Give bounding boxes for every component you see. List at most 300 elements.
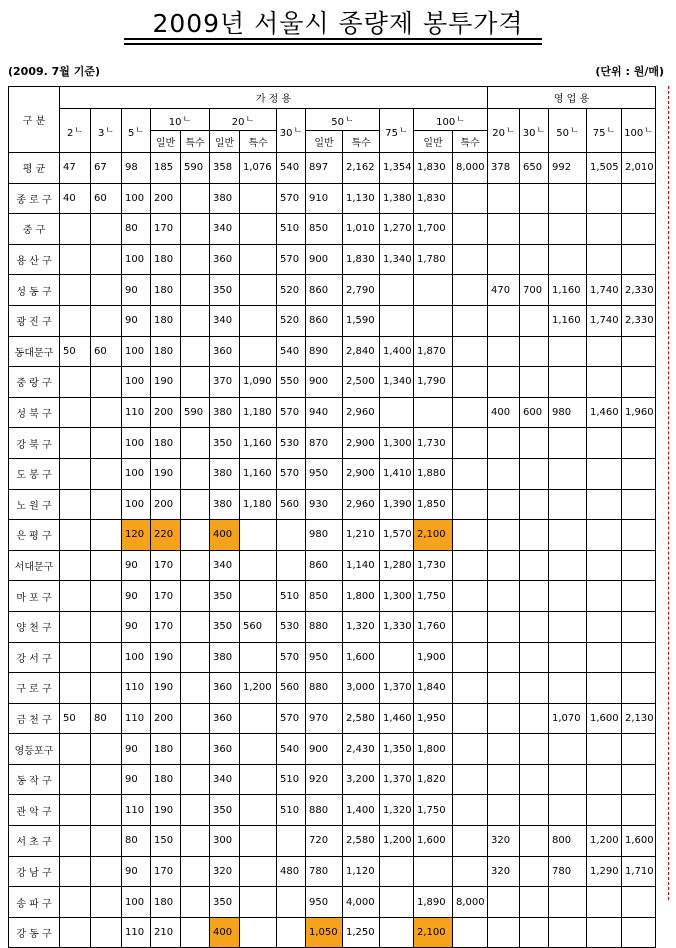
price-cell: 320 bbox=[210, 856, 240, 887]
row-district-name: 중 랑 구 bbox=[9, 367, 60, 398]
header-size-10l: 10ㄴ bbox=[151, 109, 210, 131]
price-cell: 90 bbox=[122, 581, 151, 612]
price-cell bbox=[622, 336, 656, 367]
price-cell bbox=[488, 183, 520, 214]
price-cell: 1,210 bbox=[343, 520, 380, 551]
price-cell bbox=[453, 550, 488, 581]
price-cell bbox=[587, 520, 622, 551]
price-cell bbox=[549, 887, 587, 918]
price-cell bbox=[91, 856, 122, 887]
row-district-name: 영등포구 bbox=[9, 734, 60, 765]
price-cell bbox=[520, 917, 549, 948]
price-cell: 110 bbox=[122, 397, 151, 428]
price-cell: 1,740 bbox=[587, 305, 622, 336]
price-cell bbox=[622, 520, 656, 551]
price-cell: 1,280 bbox=[380, 550, 414, 581]
price-cell bbox=[60, 489, 91, 520]
price-cell: 1,460 bbox=[380, 703, 414, 734]
price-cell bbox=[60, 581, 91, 612]
price-cell: 8,000 bbox=[453, 153, 488, 184]
price-cell: 1,820 bbox=[414, 764, 453, 795]
price-cell bbox=[622, 428, 656, 459]
price-cell: 900 bbox=[306, 367, 343, 398]
price-cell bbox=[181, 887, 210, 918]
price-cell: 590 bbox=[181, 397, 210, 428]
row-district-name: 노 원 구 bbox=[9, 489, 60, 520]
price-cell: 1,120 bbox=[343, 856, 380, 887]
price-cell: 1,750 bbox=[414, 795, 453, 826]
price-cell: 60 bbox=[91, 183, 122, 214]
price-cell bbox=[240, 520, 277, 551]
price-cell bbox=[549, 244, 587, 275]
price-cell bbox=[60, 305, 91, 336]
price-cell: 378 bbox=[488, 153, 520, 184]
price-cell: 2,010 bbox=[622, 153, 656, 184]
price-cell: 110 bbox=[122, 917, 151, 948]
price-cell bbox=[91, 734, 122, 765]
price-cell: 1,130 bbox=[343, 183, 380, 214]
price-cell: 1,330 bbox=[380, 611, 414, 642]
price-cell: 880 bbox=[306, 611, 343, 642]
price-cell: 100 bbox=[122, 367, 151, 398]
price-cell bbox=[520, 336, 549, 367]
price-cell: 870 bbox=[306, 428, 343, 459]
price-cell: 560 bbox=[277, 489, 306, 520]
price-cell: 1,250 bbox=[343, 917, 380, 948]
price-cell: 180 bbox=[151, 244, 181, 275]
price-cell bbox=[520, 673, 549, 704]
price-cell: 1,160 bbox=[240, 458, 277, 489]
price-cell: 860 bbox=[306, 305, 343, 336]
price-cell bbox=[488, 458, 520, 489]
price-cell: 200 bbox=[151, 489, 181, 520]
price-cell: 1,600 bbox=[622, 826, 656, 857]
header-division: 구 분 bbox=[9, 87, 60, 153]
price-cell: 380 bbox=[210, 183, 240, 214]
price-cell bbox=[622, 642, 656, 673]
price-cell: 570 bbox=[277, 183, 306, 214]
price-cell bbox=[520, 550, 549, 581]
price-cell: 100 bbox=[122, 489, 151, 520]
row-district-name: 금 천 구 bbox=[9, 703, 60, 734]
price-cell bbox=[488, 611, 520, 642]
price-cell: 1,200 bbox=[380, 826, 414, 857]
price-cell bbox=[240, 581, 277, 612]
price-cell: 50 bbox=[60, 336, 91, 367]
price-cell: 340 bbox=[210, 305, 240, 336]
price-cell bbox=[181, 428, 210, 459]
price-cell: 1,600 bbox=[343, 642, 380, 673]
price-cell: 1,890 bbox=[414, 887, 453, 918]
price-cell bbox=[520, 244, 549, 275]
table-row bbox=[9, 336, 656, 367]
table-row bbox=[9, 764, 656, 795]
row-district-name: 강 북 구 bbox=[9, 428, 60, 459]
header-biz-size-30l: 30ㄴ bbox=[520, 109, 549, 153]
price-cell bbox=[453, 397, 488, 428]
row-district-name: 성 북 구 bbox=[9, 397, 60, 428]
price-cell bbox=[380, 856, 414, 887]
price-cell bbox=[622, 764, 656, 795]
price-cell: 530 bbox=[277, 428, 306, 459]
price-cell: 570 bbox=[277, 458, 306, 489]
price-cell: 200 bbox=[151, 397, 181, 428]
price-cell bbox=[240, 887, 277, 918]
price-cell: 370 bbox=[210, 367, 240, 398]
page-edge-dashed-line bbox=[668, 86, 669, 900]
price-cell bbox=[549, 795, 587, 826]
price-cell bbox=[91, 520, 122, 551]
price-cell bbox=[587, 734, 622, 765]
price-cell bbox=[91, 611, 122, 642]
table-row bbox=[9, 214, 656, 245]
price-cell bbox=[181, 550, 210, 581]
header-50l-general: 일반 bbox=[306, 131, 343, 153]
price-cell: 1,460 bbox=[587, 397, 622, 428]
price-cell bbox=[520, 826, 549, 857]
price-cell: 1,800 bbox=[343, 581, 380, 612]
price-cell bbox=[520, 520, 549, 551]
price-cell: 540 bbox=[277, 153, 306, 184]
price-cell: 80 bbox=[122, 214, 151, 245]
price-cell bbox=[453, 673, 488, 704]
header-biz-size-100l: 100ㄴ bbox=[622, 109, 656, 153]
price-cell bbox=[549, 611, 587, 642]
price-cell: 60 bbox=[91, 336, 122, 367]
price-cell: 170 bbox=[151, 856, 181, 887]
price-cell: 1,300 bbox=[380, 428, 414, 459]
price-cell bbox=[587, 887, 622, 918]
row-district-name: 동 작 구 bbox=[9, 764, 60, 795]
price-cell bbox=[549, 550, 587, 581]
price-cell: 190 bbox=[151, 458, 181, 489]
price-cell bbox=[240, 703, 277, 734]
price-cell bbox=[587, 611, 622, 642]
price-cell bbox=[520, 428, 549, 459]
price-cell: 1,050 bbox=[306, 917, 343, 948]
header-biz-size-75l: 75ㄴ bbox=[587, 109, 622, 153]
price-cell: 1,710 bbox=[622, 856, 656, 887]
price-cell: 1,270 bbox=[380, 214, 414, 245]
price-cell: 950 bbox=[306, 887, 343, 918]
price-cell: 530 bbox=[277, 611, 306, 642]
price-cell: 185 bbox=[151, 153, 181, 184]
price-cell bbox=[587, 428, 622, 459]
price-cell bbox=[91, 764, 122, 795]
price-cell: 350 bbox=[210, 428, 240, 459]
price-cell bbox=[91, 581, 122, 612]
price-cell bbox=[549, 520, 587, 551]
unit-note: (단위 : 원/매) bbox=[595, 65, 664, 78]
price-cell bbox=[60, 367, 91, 398]
price-cell: 90 bbox=[122, 734, 151, 765]
price-cell: 2,330 bbox=[622, 275, 656, 306]
price-cell: 920 bbox=[306, 764, 343, 795]
price-cell: 510 bbox=[277, 214, 306, 245]
price-cell: 90 bbox=[122, 856, 151, 887]
price-cell bbox=[181, 244, 210, 275]
price-cell bbox=[520, 611, 549, 642]
price-cell: 1,700 bbox=[414, 214, 453, 245]
row-district-name: 용 산 구 bbox=[9, 244, 60, 275]
price-cell: 90 bbox=[122, 275, 151, 306]
price-cell: 1,600 bbox=[414, 826, 453, 857]
price-cell bbox=[453, 581, 488, 612]
price-cell: 1,200 bbox=[587, 826, 622, 857]
price-cell: 1,780 bbox=[414, 244, 453, 275]
price-cell: 1,740 bbox=[587, 275, 622, 306]
price-cell bbox=[488, 550, 520, 581]
price-cell bbox=[549, 458, 587, 489]
price-cell: 360 bbox=[210, 336, 240, 367]
price-cell: 1,505 bbox=[587, 153, 622, 184]
price-cell bbox=[453, 917, 488, 948]
price-cell bbox=[520, 764, 549, 795]
price-cell: 1,880 bbox=[414, 458, 453, 489]
price-cell bbox=[587, 183, 622, 214]
table-row bbox=[9, 367, 656, 398]
price-cell bbox=[488, 887, 520, 918]
price-cell: 900 bbox=[306, 244, 343, 275]
price-cell: 180 bbox=[151, 275, 181, 306]
row-district-name: 도 봉 구 bbox=[9, 458, 60, 489]
price-cell bbox=[622, 489, 656, 520]
price-cell bbox=[488, 581, 520, 612]
price-cell: 1,290 bbox=[587, 856, 622, 887]
price-cell: 340 bbox=[210, 764, 240, 795]
header-biz-size-20l: 20ㄴ bbox=[488, 109, 520, 153]
header-size-50l: 50ㄴ bbox=[306, 109, 380, 131]
table-row bbox=[9, 153, 656, 184]
row-district-name: 성 동 구 bbox=[9, 275, 60, 306]
price-cell bbox=[587, 673, 622, 704]
price-cell: 210 bbox=[151, 917, 181, 948]
price-cell: 510 bbox=[277, 764, 306, 795]
price-cell bbox=[622, 795, 656, 826]
price-cell bbox=[453, 244, 488, 275]
price-cell bbox=[91, 367, 122, 398]
header-100l-special: 특수 bbox=[453, 131, 488, 153]
price-cell: 540 bbox=[277, 336, 306, 367]
header-biz-size-50l: 50ㄴ bbox=[549, 109, 587, 153]
price-cell bbox=[181, 336, 210, 367]
price-cell: 1,390 bbox=[380, 489, 414, 520]
price-cell: 1,830 bbox=[414, 183, 453, 214]
price-cell: 50 bbox=[60, 703, 91, 734]
price-cell: 1,840 bbox=[414, 673, 453, 704]
price-cell bbox=[60, 397, 91, 428]
price-cell bbox=[91, 275, 122, 306]
price-cell bbox=[453, 336, 488, 367]
price-cell: 2,790 bbox=[343, 275, 380, 306]
price-cell bbox=[549, 214, 587, 245]
table-row bbox=[9, 305, 656, 336]
price-cell bbox=[622, 673, 656, 704]
price-cell bbox=[240, 336, 277, 367]
price-cell bbox=[488, 917, 520, 948]
basis-date: (2009. 7월 기준) bbox=[8, 65, 101, 78]
price-cell: 1,900 bbox=[414, 642, 453, 673]
price-cell: 170 bbox=[151, 214, 181, 245]
header-size-30l: 30ㄴ bbox=[277, 109, 306, 153]
table-row bbox=[9, 520, 656, 551]
price-cell: 1,400 bbox=[380, 336, 414, 367]
price-cell: 650 bbox=[520, 153, 549, 184]
price-cell bbox=[488, 703, 520, 734]
price-cell bbox=[60, 734, 91, 765]
price-cell bbox=[240, 244, 277, 275]
price-cell bbox=[549, 336, 587, 367]
price-cell bbox=[520, 458, 549, 489]
price-cell: 400 bbox=[210, 917, 240, 948]
price-cell bbox=[453, 489, 488, 520]
price-cell bbox=[520, 703, 549, 734]
price-cell bbox=[414, 856, 453, 887]
price-cell bbox=[453, 428, 488, 459]
price-cell bbox=[60, 244, 91, 275]
price-cell bbox=[587, 336, 622, 367]
price-cell: 170 bbox=[151, 581, 181, 612]
price-cell: 1,160 bbox=[549, 275, 587, 306]
price-cell bbox=[91, 244, 122, 275]
price-cell: 90 bbox=[122, 305, 151, 336]
price-cell: 1,830 bbox=[343, 244, 380, 275]
header-size-2l: 2ㄴ bbox=[60, 109, 91, 153]
price-cell bbox=[587, 244, 622, 275]
price-cell bbox=[549, 734, 587, 765]
price-cell bbox=[453, 611, 488, 642]
price-cell bbox=[60, 611, 91, 642]
price-cell bbox=[91, 458, 122, 489]
table-row bbox=[9, 917, 656, 948]
price-cell bbox=[453, 826, 488, 857]
price-cell bbox=[488, 642, 520, 673]
table-row bbox=[9, 734, 656, 765]
price-cell bbox=[60, 764, 91, 795]
price-cell: 510 bbox=[277, 581, 306, 612]
price-cell: 1,790 bbox=[414, 367, 453, 398]
price-cell: 100 bbox=[122, 336, 151, 367]
price-cell bbox=[60, 275, 91, 306]
table-row bbox=[9, 428, 656, 459]
price-cell: 180 bbox=[151, 887, 181, 918]
price-cell bbox=[520, 489, 549, 520]
price-cell: 930 bbox=[306, 489, 343, 520]
price-cell: 520 bbox=[277, 275, 306, 306]
price-cell: 1,960 bbox=[622, 397, 656, 428]
price-cell: 180 bbox=[151, 428, 181, 459]
price-cell: 47 bbox=[60, 153, 91, 184]
price-cell: 400 bbox=[488, 397, 520, 428]
price-cell bbox=[91, 673, 122, 704]
price-cell bbox=[622, 458, 656, 489]
price-cell bbox=[181, 275, 210, 306]
price-cell: 1,410 bbox=[380, 458, 414, 489]
price-cell bbox=[240, 856, 277, 887]
price-cell bbox=[488, 244, 520, 275]
price-cell: 940 bbox=[306, 397, 343, 428]
price-cell bbox=[488, 795, 520, 826]
price-cell: 550 bbox=[277, 367, 306, 398]
price-cell bbox=[277, 826, 306, 857]
price-cell: 1,370 bbox=[380, 764, 414, 795]
price-cell: 1,830 bbox=[414, 153, 453, 184]
table-row bbox=[9, 826, 656, 857]
row-district-name: 은 평 구 bbox=[9, 520, 60, 551]
price-cell bbox=[622, 581, 656, 612]
price-cell: 1,600 bbox=[587, 703, 622, 734]
table-row bbox=[9, 183, 656, 214]
price-cell: 2,100 bbox=[414, 917, 453, 948]
price-cell bbox=[240, 550, 277, 581]
price-cell: 40 bbox=[60, 183, 91, 214]
price-cell: 992 bbox=[549, 153, 587, 184]
price-cell bbox=[622, 183, 656, 214]
price-cell bbox=[60, 642, 91, 673]
price-cell: 570 bbox=[277, 703, 306, 734]
price-cell: 1,300 bbox=[380, 581, 414, 612]
price-cell: 8,000 bbox=[453, 887, 488, 918]
price-cell bbox=[181, 703, 210, 734]
price-cell bbox=[622, 734, 656, 765]
price-cell: 1,350 bbox=[380, 734, 414, 765]
price-cell: 1,730 bbox=[414, 550, 453, 581]
price-cell: 1,950 bbox=[414, 703, 453, 734]
price-cell bbox=[240, 214, 277, 245]
price-cell: 880 bbox=[306, 673, 343, 704]
price-cell bbox=[380, 275, 414, 306]
price-cell bbox=[453, 520, 488, 551]
header-50l-special: 특수 bbox=[343, 131, 380, 153]
price-cell: 570 bbox=[277, 397, 306, 428]
price-cell: 90 bbox=[122, 764, 151, 795]
price-cell bbox=[549, 673, 587, 704]
price-cell: 190 bbox=[151, 642, 181, 673]
price-cell: 1,090 bbox=[240, 367, 277, 398]
row-district-name: 구 로 구 bbox=[9, 673, 60, 704]
price-cell: 2,500 bbox=[343, 367, 380, 398]
price-cell bbox=[277, 550, 306, 581]
price-cell: 1,750 bbox=[414, 581, 453, 612]
price-cell: 470 bbox=[488, 275, 520, 306]
title-double-rule bbox=[124, 38, 542, 45]
price-cell bbox=[240, 795, 277, 826]
price-cell bbox=[181, 214, 210, 245]
price-cell: 1,730 bbox=[414, 428, 453, 459]
price-cell bbox=[181, 673, 210, 704]
price-cell: 1,870 bbox=[414, 336, 453, 367]
price-cell: 320 bbox=[488, 826, 520, 857]
price-cell: 180 bbox=[151, 336, 181, 367]
price-cell bbox=[520, 367, 549, 398]
price-cell bbox=[488, 367, 520, 398]
price-cell: 720 bbox=[306, 826, 343, 857]
row-district-name: 강 서 구 bbox=[9, 642, 60, 673]
price-cell bbox=[453, 458, 488, 489]
price-cell: 570 bbox=[277, 642, 306, 673]
price-cell bbox=[622, 917, 656, 948]
price-cell bbox=[488, 214, 520, 245]
price-cell: 800 bbox=[549, 826, 587, 857]
price-cell bbox=[453, 305, 488, 336]
price-cell: 67 bbox=[91, 153, 122, 184]
header-size-20l: 20ㄴ bbox=[210, 109, 277, 131]
row-district-name: 동대문구 bbox=[9, 336, 60, 367]
price-cell: 570 bbox=[277, 244, 306, 275]
price-cell bbox=[587, 367, 622, 398]
price-cell bbox=[181, 611, 210, 642]
row-district-name: 양 천 구 bbox=[9, 611, 60, 642]
